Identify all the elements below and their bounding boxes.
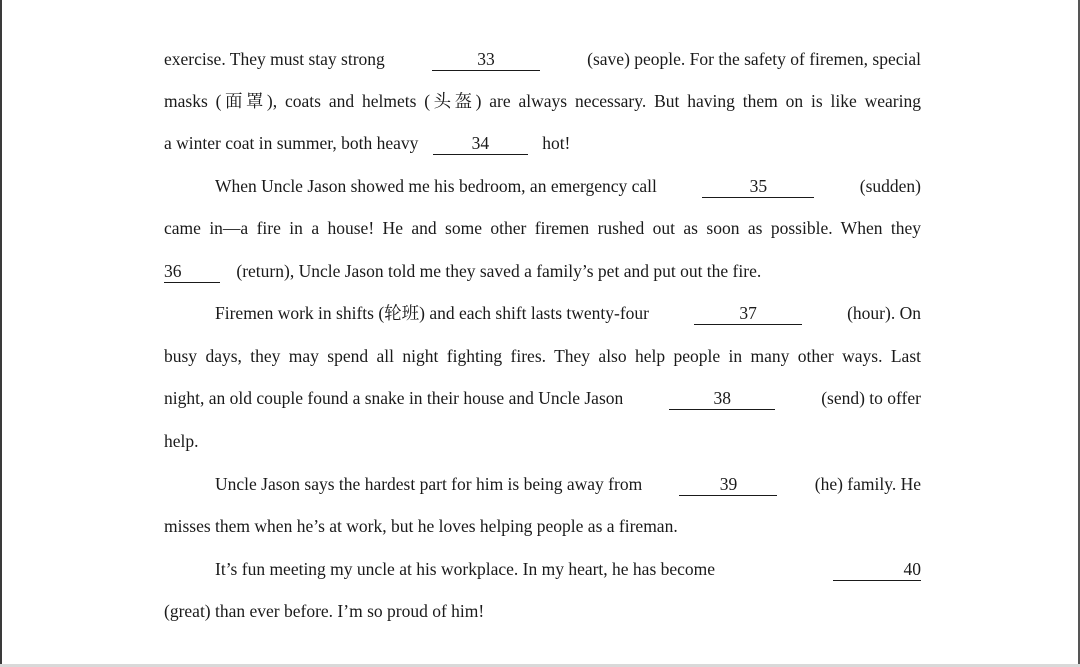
- text-segment: exercise. They must stay strong: [164, 49, 385, 69]
- text-line: [164, 254, 921, 288]
- text-segment: It’s fun meeting my uncle at his workplace. In my heart, he has become: [215, 559, 716, 579]
- text-line: [164, 552, 921, 586]
- text-line: [164, 594, 921, 628]
- text-line: [164, 339, 921, 373]
- answer-blank-38[interactable]: 38: [669, 387, 775, 410]
- text-segment: came in—a fire in a house! He and some other firemen rushed out as soon as possible. When they: [164, 218, 921, 238]
- text-segment: hot!: [542, 133, 571, 153]
- text-segment: (return), Uncle Jason told me they saved a family’s pet and put out the fire.: [236, 261, 762, 281]
- text-segment: Firemen work in shifts (轮班) and each shift lasts twenty-four: [215, 303, 650, 323]
- text-line: [164, 296, 921, 330]
- text-segment: help.: [164, 431, 199, 451]
- text-segment: (save) people. For the safety of firemen, special: [587, 49, 921, 69]
- text-segment: (sudden): [859, 176, 921, 196]
- text-segment: Uncle Jason says the hardest part for him is being away from: [215, 474, 643, 494]
- answer-blank-35[interactable]: 35: [702, 175, 814, 198]
- answer-blank-39[interactable]: 39: [679, 473, 777, 496]
- text-segment: (he) family. He: [814, 474, 921, 494]
- answer-blank-36[interactable]: 36: [164, 260, 220, 283]
- text-segment: When Uncle Jason showed me his bedroom, an emergency call: [215, 176, 657, 196]
- text-line: [164, 424, 921, 458]
- text-segment: misses them when he’s at work, but he loves helping people as a fireman.: [164, 516, 678, 536]
- text-segment: (great) than ever before. I’m so proud of him!: [164, 601, 485, 621]
- text-line: [164, 42, 921, 76]
- text-line: [164, 467, 921, 501]
- answer-blank-37[interactable]: 37: [694, 302, 802, 325]
- text-segment: busy days, they may spend all night fighting fires. They also help people in many other ways. Last: [164, 346, 921, 366]
- answer-blank-33[interactable]: 33: [432, 48, 540, 71]
- text-segment: (hour). On: [847, 303, 921, 323]
- text-line: [164, 211, 921, 245]
- text-line: [164, 381, 921, 415]
- text-segment: masks (面罩), coats and helmets (头盔) are always necessary. But having them on is like wearing: [164, 91, 921, 111]
- text-line: [164, 84, 921, 118]
- text-line: [164, 509, 921, 543]
- text-segment: night, an old couple found a snake in their house and Uncle Jason: [164, 388, 624, 408]
- window-left-edge: [0, 0, 2, 667]
- answer-blank-34[interactable]: 34: [433, 132, 528, 155]
- answer-blank-40[interactable]: 40: [833, 558, 921, 581]
- text-segment: a winter coat in summer, both heavy: [164, 133, 419, 153]
- text-segment: (send) to offer: [821, 388, 921, 408]
- text-line: [164, 169, 921, 203]
- text-line: [164, 126, 921, 160]
